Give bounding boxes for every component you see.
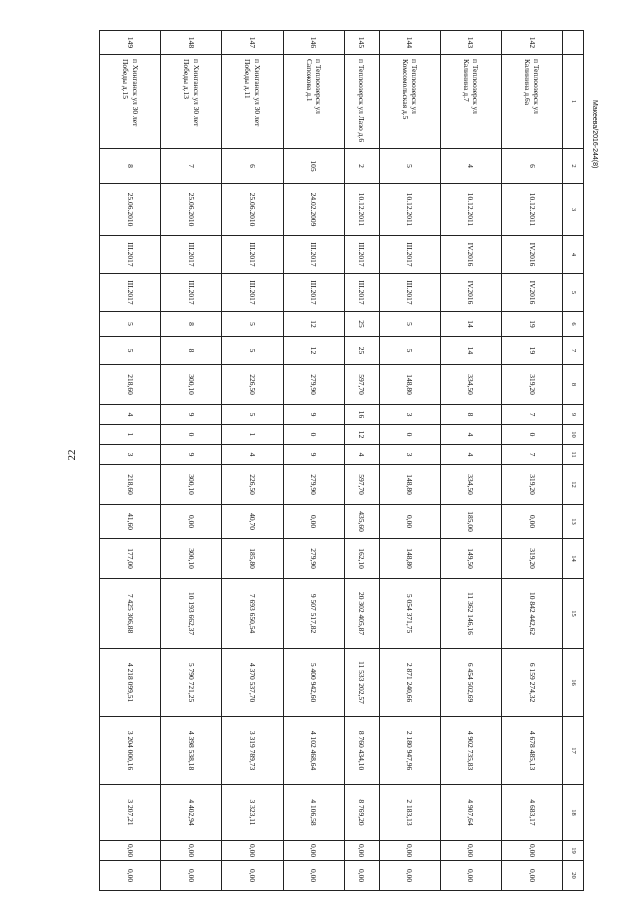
table-cell: 24.02.2009	[283, 184, 344, 236]
table-cell: 0,00	[100, 841, 161, 861]
column-number: 7	[563, 337, 584, 365]
table-cell: 6 159 274,32	[501, 649, 562, 717]
table-cell: 12	[283, 337, 344, 365]
table-cell: IV.2016	[440, 236, 501, 274]
table-cell: 1	[222, 425, 283, 445]
table-cell: 8	[440, 405, 501, 425]
table-cell: 40,70	[222, 505, 283, 539]
table-cell: 14	[440, 337, 501, 365]
column-number: 19	[563, 841, 584, 861]
table-cell: 3 319 789,73	[222, 717, 283, 785]
address-cell: п Хинганск ул 30 лет Победы д.13	[161, 55, 222, 149]
table-cell: 2 871 240,66	[379, 649, 440, 717]
column-number: 6	[563, 312, 584, 337]
address-cell: п Теплоозерск ул Комсомольская д.5	[379, 55, 440, 149]
table-cell: 25	[344, 312, 379, 337]
table-cell: 4	[440, 425, 501, 445]
table-cell: 4 398 538,18	[161, 717, 222, 785]
table-cell: 226,50	[222, 465, 283, 505]
row-number: 145	[344, 31, 379, 55]
table-cell: 0,00	[283, 861, 344, 891]
column-number: 14	[563, 539, 584, 579]
column-number: 9	[563, 405, 584, 425]
table-cell: 5	[100, 337, 161, 365]
table-cell: 3 323,11	[222, 785, 283, 841]
column-number: 10	[563, 425, 584, 445]
table-cell: 4	[100, 405, 161, 425]
table-cell: 10.12.2011	[379, 184, 440, 236]
table-row	[379, 31, 440, 891]
table-cell: 11 533 202,57	[344, 649, 379, 717]
table-cell: 4 902 735,83	[440, 717, 501, 785]
table-cell: 10.12.2011	[344, 184, 379, 236]
table-cell: 0,00	[161, 861, 222, 891]
table-cell: 148,80	[379, 465, 440, 505]
table-row	[222, 31, 283, 891]
table-cell: 0,00	[379, 505, 440, 539]
table-cell: 25.06.2010	[100, 184, 161, 236]
table-cell: 6 454 502,69	[440, 649, 501, 717]
table-cell: 3	[379, 445, 440, 465]
table-cell: 334,50	[440, 465, 501, 505]
table-cell: 5 054 371,75	[379, 579, 440, 649]
table-cell: 16	[344, 405, 379, 425]
table-cell: 0,00	[501, 505, 562, 539]
column-number: 17	[563, 717, 584, 785]
table-cell: 5	[222, 312, 283, 337]
table-cell: 4	[344, 445, 379, 465]
table-cell: 5	[379, 337, 440, 365]
table-cell: 4 370 537,70	[222, 649, 283, 717]
table-cell: 148,80	[379, 365, 440, 405]
table-cell: 19	[501, 312, 562, 337]
address-cell: п Хинганск ул 30 лет Победы д.11	[222, 55, 283, 149]
table-cell: 4 907,64	[440, 785, 501, 841]
table-cell: 9 507 517,82	[283, 579, 344, 649]
table-cell: 319,20	[501, 465, 562, 505]
table-cell: 0,00	[283, 505, 344, 539]
table-cell: 0,00	[161, 505, 222, 539]
table-cell: 5	[222, 405, 283, 425]
table-cell: 20 302 405,87	[344, 579, 379, 649]
row-number: 146	[283, 31, 344, 55]
column-number: 3	[563, 184, 584, 236]
table-cell: 12	[283, 312, 344, 337]
table-cell: 41,60	[100, 505, 161, 539]
column-number: 20	[563, 861, 584, 891]
row-number: 144	[379, 31, 440, 55]
table-cell: 4 402,94	[161, 785, 222, 841]
address-cell: п Теплоозерск ул Сапожова д.1	[283, 55, 344, 149]
table-cell: 9	[161, 405, 222, 425]
table-cell: 10 842 442,62	[501, 579, 562, 649]
table-cell: 8 760 434,10	[344, 717, 379, 785]
document-reference-text: Макеева/2016-244(8)	[591, 100, 598, 169]
table-cell: 300,10	[161, 465, 222, 505]
table-cell: 19	[501, 337, 562, 365]
table-cell: 12	[344, 425, 379, 445]
table-cell: 0,00	[222, 861, 283, 891]
table-cell: IV.2016	[501, 236, 562, 274]
table-cell: 5 400 942,60	[283, 649, 344, 717]
table-cell: 319,20	[501, 365, 562, 405]
table-cell: 3	[379, 405, 440, 425]
table-cell: 218,60	[100, 465, 161, 505]
table-cell: III.2017	[283, 274, 344, 312]
table-cell: 14	[440, 312, 501, 337]
column-number: 2	[563, 149, 584, 184]
column-number: 16	[563, 649, 584, 717]
table-cell: III.2017	[100, 236, 161, 274]
table-cell: 6	[222, 149, 283, 184]
table-cell: 226,50	[222, 365, 283, 405]
table-cell: 4 218 099,51	[100, 649, 161, 717]
address-cell: п Теплоозерск ул Калинина д.6а	[501, 55, 562, 149]
table-cell: 0,00	[344, 841, 379, 861]
table-cell: 0,00	[440, 841, 501, 861]
table-cell: 279,90	[283, 465, 344, 505]
page-number: 22	[66, 449, 78, 461]
table-cell: 0,00	[379, 841, 440, 861]
row-number: 147	[222, 31, 283, 55]
table-cell: III.2017	[283, 236, 344, 274]
row-number: 149	[100, 31, 161, 55]
column-number: 18	[563, 785, 584, 841]
table-cell: 4	[440, 445, 501, 465]
table-cell: 10.12.2011	[501, 184, 562, 236]
table-cell: 0,00	[100, 861, 161, 891]
table-cell: 0	[379, 425, 440, 445]
table-cell: 0,00	[283, 841, 344, 861]
column-number: 12	[563, 465, 584, 505]
housing-register-table	[99, 30, 584, 891]
corner-cell	[563, 31, 584, 55]
table-cell: 0,00	[379, 861, 440, 891]
table-cell: 300,10	[161, 365, 222, 405]
table-cell: 5 790 721,25	[161, 649, 222, 717]
table-cell: 162,10	[344, 539, 379, 579]
table-cell: 5	[222, 337, 283, 365]
table-cell: 3 207,21	[100, 785, 161, 841]
row-number: 148	[161, 31, 222, 55]
table-cell: 185,00	[440, 505, 501, 539]
table-cell: III.2017	[222, 274, 283, 312]
table-cell: 4 678 485,13	[501, 717, 562, 785]
table-cell: 8	[161, 312, 222, 337]
table-cell: 300,10	[161, 539, 222, 579]
table-row	[344, 31, 379, 891]
table-cell: 597,70	[344, 365, 379, 405]
table-row	[440, 31, 501, 891]
table-cell: 149,50	[440, 539, 501, 579]
table-cell: 10 193 662,37	[161, 579, 222, 649]
table-cell: 3 204 000,16	[100, 717, 161, 785]
table-cell: 0,00	[440, 861, 501, 891]
table-cell: 7 425 306,88	[100, 579, 161, 649]
table-row	[161, 31, 222, 891]
table-cell: III.2017	[222, 236, 283, 274]
table-cell: 11 362 146,16	[440, 579, 501, 649]
table-cell: 0,00	[501, 861, 562, 891]
table-cell: 148,80	[379, 539, 440, 579]
table-cell: 5	[379, 312, 440, 337]
column-number: 15	[563, 579, 584, 649]
table-cell: 177,00	[100, 539, 161, 579]
table-cell: 0	[501, 425, 562, 445]
table-cell: 0,00	[501, 841, 562, 861]
table-cell: 0	[161, 425, 222, 445]
table-cell: 4	[222, 445, 283, 465]
table-cell: 8 769,20	[344, 785, 379, 841]
table-cell: 5	[379, 149, 440, 184]
row-number: 143	[440, 31, 501, 55]
table-cell: 2 183,13	[379, 785, 440, 841]
table-cell: 319,20	[501, 539, 562, 579]
table-cell: 7	[501, 405, 562, 425]
rotated-table-container	[99, 30, 584, 890]
table-cell: 0,00	[161, 841, 222, 861]
column-number: 5	[563, 274, 584, 312]
table-cell: 0,00	[222, 841, 283, 861]
table-cell: 9	[283, 445, 344, 465]
table-row	[501, 31, 562, 891]
table-cell: III.2017	[344, 236, 379, 274]
table-cell: III.2017	[379, 236, 440, 274]
column-number: 8	[563, 365, 584, 405]
column-number-row	[563, 31, 584, 891]
column-number: 13	[563, 505, 584, 539]
table-cell: 9	[161, 445, 222, 465]
table-cell: 0,00	[344, 861, 379, 891]
address-cell: п Хинганск ул 30 лет Победы д.15	[100, 55, 161, 149]
table-cell: 0	[283, 425, 344, 445]
address-cell: п Теплоозерск ул Лазо д.6	[344, 55, 379, 149]
table-cell: 6	[501, 149, 562, 184]
table-cell: 279,90	[283, 365, 344, 405]
table-cell: 4 683,17	[501, 785, 562, 841]
table-cell: III.2017	[161, 236, 222, 274]
table-cell: 25	[344, 337, 379, 365]
table-cell: 4	[440, 149, 501, 184]
table-cell: 7 693 650,54	[222, 579, 283, 649]
table-cell: 7	[501, 445, 562, 465]
table-cell: 2 180 947,96	[379, 717, 440, 785]
table-cell: 25.06.2010	[161, 184, 222, 236]
column-number: 1	[563, 55, 584, 149]
table-cell: 3	[100, 445, 161, 465]
table-cell: III.2017	[161, 274, 222, 312]
table-cell: 2	[344, 149, 379, 184]
table-cell: 4 106,58	[283, 785, 344, 841]
table-cell: III.2017	[344, 274, 379, 312]
table-cell: III.2017	[100, 274, 161, 312]
table-cell: 1	[100, 425, 161, 445]
table-cell: 8	[161, 337, 222, 365]
row-number: 142	[501, 31, 562, 55]
address-cell: п Теплоозерск ул Калинина д.7	[440, 55, 501, 149]
table-cell: 5	[100, 312, 161, 337]
table-cell: 105	[283, 149, 344, 184]
table-cell: 597,70	[344, 465, 379, 505]
table-cell: 435,60	[344, 505, 379, 539]
table-row	[100, 31, 161, 891]
table-cell: IV.2016	[440, 274, 501, 312]
table-cell: 334,50	[440, 365, 501, 405]
table-cell: 218,60	[100, 365, 161, 405]
table-row	[283, 31, 344, 891]
table-cell: 4 102 468,64	[283, 717, 344, 785]
table-cell: 279,90	[283, 539, 344, 579]
table-cell: 25.06.2010	[222, 184, 283, 236]
table-cell: 185,80	[222, 539, 283, 579]
table-cell: 9	[283, 405, 344, 425]
column-number: 11	[563, 445, 584, 465]
table-cell: IV.2016	[501, 274, 562, 312]
table-cell: 7	[161, 149, 222, 184]
column-number: 4	[563, 236, 584, 274]
table-cell: 10.12.2011	[440, 184, 501, 236]
table-cell: 8	[100, 149, 161, 184]
table-cell: III.2017	[379, 274, 440, 312]
